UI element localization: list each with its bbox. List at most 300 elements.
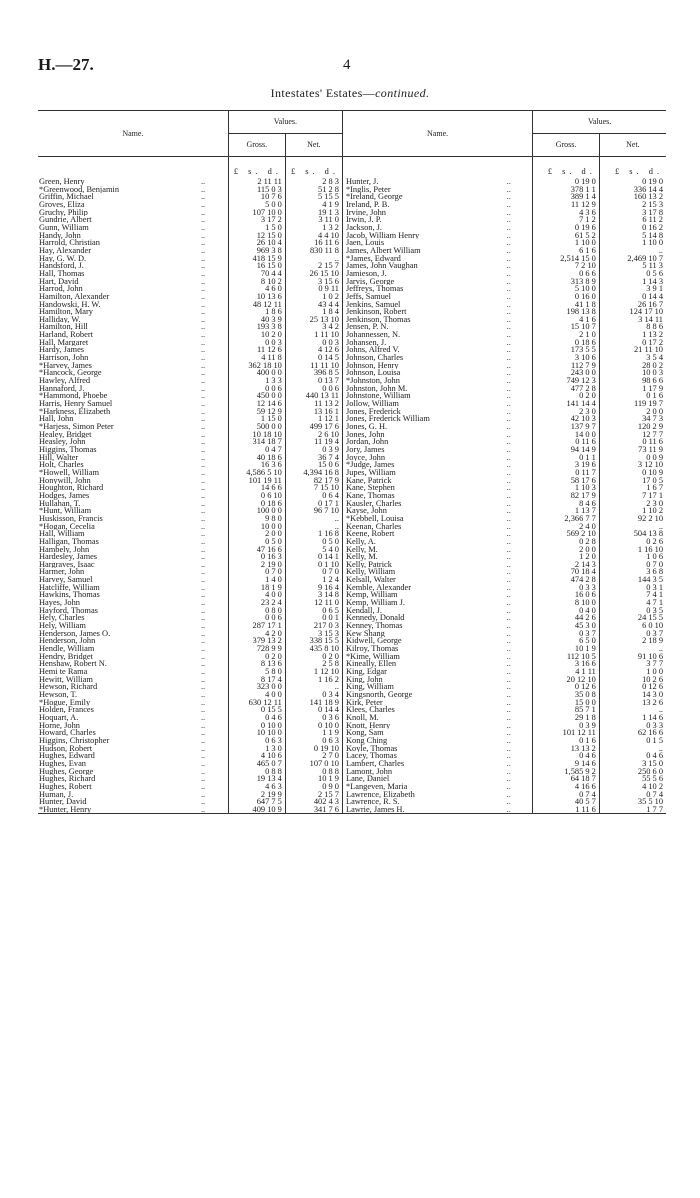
net-value-left: 3 15 6 xyxy=(285,278,342,286)
estate-name-left: *Howell, William xyxy=(39,468,99,477)
gross-value-right: 0 19 0 xyxy=(533,178,600,186)
gross-value-left: 40 3 9 xyxy=(228,316,285,324)
estate-name-left: Harvey, Samuel xyxy=(39,576,93,584)
leader-dots: .. xyxy=(200,706,206,714)
net-value-left: 0 3 9 xyxy=(285,446,342,454)
leader-dots: .. xyxy=(200,775,206,783)
estate-name-right: Lane, Daniel xyxy=(345,775,390,783)
estate-name-right: Jones, Frederick William xyxy=(345,415,430,423)
estate-name-right: Lawrence, Elizabeth xyxy=(345,790,415,799)
table-row xyxy=(38,492,666,500)
column-header-net-right: Net. xyxy=(599,134,666,157)
gross-value-right: 1 2 0 xyxy=(533,553,600,561)
net-value-left: 1 16 2 xyxy=(285,676,342,684)
leader-dots: .. xyxy=(506,767,511,776)
gross-value-left: 0 4 7 xyxy=(228,446,285,454)
gross-value-right: 0 4 0 xyxy=(533,607,600,615)
net-value-right: .. xyxy=(599,247,666,255)
gross-value-right: 0 1 1 xyxy=(533,454,600,462)
estate-name-right: Kingsnorth, George xyxy=(345,690,413,699)
leader-dots: .. xyxy=(485,806,533,814)
leader-dots: .. xyxy=(200,453,206,462)
gross-value-left: 100 0 0 xyxy=(228,507,285,515)
net-value-left: 3 15 3 xyxy=(285,630,342,638)
net-value-right: 7 17 1 xyxy=(599,492,666,500)
estate-name-right: Kelsall, Walter xyxy=(345,576,396,584)
estate-name-right: Ireland, P. B. xyxy=(345,200,390,209)
net-value-right: 10 0 3 xyxy=(599,369,666,377)
gross-value-left: 8 10 2 xyxy=(228,278,285,286)
gross-value-left: 450 0 0 xyxy=(228,392,285,400)
net-value-left: 0 14 5 xyxy=(285,354,342,362)
gross-value-right: 8 10 0 xyxy=(533,599,600,607)
leader-dots: .. xyxy=(506,453,511,462)
net-value-left: 3 14 8 xyxy=(285,591,342,599)
net-value-right: 28 0 2 xyxy=(599,362,666,370)
estate-name-left: Hatcliffe, William xyxy=(39,583,100,592)
leader-dots: .. xyxy=(200,660,206,668)
table-row xyxy=(38,668,666,676)
leader-dots: .. xyxy=(506,445,511,454)
gross-value-right: 1 10 3 xyxy=(533,484,600,492)
estate-name-right: Kew Shang xyxy=(345,629,385,638)
leader-dots: .. xyxy=(506,660,511,668)
gross-value-left: 10 13 6 xyxy=(228,293,285,301)
gross-value-left: 12 15 0 xyxy=(228,232,285,240)
table-row xyxy=(38,500,666,508)
estate-name-right: Jensen, P. N. xyxy=(345,323,389,332)
leader-dots: .. xyxy=(200,698,206,707)
net-value-right: 124 17 10 xyxy=(599,308,666,316)
gross-value-right: 4 16 6 xyxy=(533,783,600,791)
table-row xyxy=(38,362,666,370)
net-value-right: 91 10 6 xyxy=(599,653,666,661)
leader-dots: .. xyxy=(200,491,206,500)
leader-dots: .. xyxy=(200,499,206,508)
leader-dots: .. xyxy=(506,415,511,423)
net-value-left: 9 16 4 xyxy=(285,584,342,592)
net-value-left: 0 0 6 xyxy=(285,385,342,393)
leader-dots: .. xyxy=(506,354,511,362)
net-value-left: 2 15 7 xyxy=(285,791,342,799)
net-value-right: .. xyxy=(599,745,666,753)
gross-value-right: 0 1 6 xyxy=(533,737,600,745)
leader-dots: .. xyxy=(200,767,206,776)
leader-dots: .. xyxy=(506,507,511,515)
gross-value-left: 9 8 0 xyxy=(228,515,285,523)
leader-dots: .. xyxy=(200,285,206,293)
net-value-right: 120 2 9 xyxy=(599,423,666,431)
estate-name-right: Jenkinson, Thomas xyxy=(345,315,411,324)
gross-value-left: 10 18 10 xyxy=(228,431,285,439)
estate-name-left: Hughes, Richard xyxy=(39,775,96,783)
net-value-left: 11 13 2 xyxy=(285,400,342,408)
net-value-left: .. xyxy=(285,255,342,263)
gross-value-left: 8 13 6 xyxy=(228,660,285,668)
net-value-right: 5 14 8 xyxy=(599,232,666,240)
table-row xyxy=(38,477,666,485)
estate-name-left: Hullahan, T. xyxy=(39,499,81,508)
gross-value-right: 41 1 8 xyxy=(533,301,600,309)
net-value-right: 1 16 10 xyxy=(599,546,666,554)
gross-value-right: 0 16 0 xyxy=(533,293,600,301)
gross-value-left: 14 6 6 xyxy=(228,484,285,492)
leader-dots: .. xyxy=(506,254,511,263)
estate-name-right: Kendall, J. xyxy=(345,606,383,615)
gross-value-left: 1 4 0 xyxy=(228,576,285,584)
gross-value-left: 2 0 0 xyxy=(228,530,285,538)
estate-name-left: Hayford, Thomas xyxy=(39,606,98,615)
table-row xyxy=(38,714,666,722)
gross-value-right: 15 0 0 xyxy=(533,699,600,707)
leader-dots: .. xyxy=(200,736,206,745)
table-row xyxy=(38,369,666,377)
estate-name-left: Hambely, John xyxy=(39,545,90,554)
gross-value-right: 6 1 6 xyxy=(533,247,600,255)
gross-value-right: 1,585 9 2 xyxy=(533,768,600,776)
leader-dots: .. xyxy=(200,193,206,201)
net-value-right: 4 7 1 xyxy=(599,599,666,607)
table-row xyxy=(38,270,666,278)
gross-value-left: 4 6 0 xyxy=(228,285,285,293)
estate-name-left: Hendry, Bridget xyxy=(39,652,93,661)
table-row xyxy=(38,385,666,393)
leader-dots: .. xyxy=(200,652,206,661)
net-value-right: 1 0 6 xyxy=(599,553,666,561)
gross-value-left: 0 10 0 xyxy=(228,722,285,730)
table-row xyxy=(38,178,666,186)
estate-name-right: *Langeven, Maria xyxy=(345,782,408,791)
table-row xyxy=(38,607,666,615)
net-value-left: 1 2 4 xyxy=(285,576,342,584)
leader-dots: .. xyxy=(506,622,511,630)
table-row xyxy=(38,614,666,622)
leader-dots: .. xyxy=(506,491,511,500)
table-row xyxy=(38,523,666,531)
net-value-right: 14 3 0 xyxy=(599,691,666,699)
net-value-right: 0 7 4 xyxy=(599,791,666,799)
leader-dots: .. xyxy=(506,407,511,416)
gross-value-right: 58 17 6 xyxy=(533,477,600,485)
estate-name-right: Kelly, A. xyxy=(345,537,376,546)
gross-value-left: 1 15 0 xyxy=(228,415,285,423)
leader-dots: .. xyxy=(506,798,511,806)
leader-dots: .. xyxy=(200,675,206,684)
net-value-right: 0 5 6 xyxy=(599,270,666,278)
table-row xyxy=(38,538,666,546)
gross-value-right: 94 14 9 xyxy=(533,446,600,454)
leader-dots: .. xyxy=(506,285,511,293)
gross-value-right: 29 1 8 xyxy=(533,714,600,722)
table-row xyxy=(38,339,666,347)
leader-dots: .. xyxy=(200,178,206,186)
table-row xyxy=(38,216,666,224)
leader-dots: .. xyxy=(506,759,511,768)
gross-value-left: 10 0 0 xyxy=(228,523,285,531)
net-value-left: 1 3 2 xyxy=(285,224,342,232)
estate-name-left: Halliday, W. xyxy=(39,315,81,324)
estate-name-right: Johnson, Henry xyxy=(345,361,399,370)
net-value-right: 21 11 10 xyxy=(599,346,666,354)
gross-value-left: 0 4 6 xyxy=(228,714,285,722)
gross-value-left: 323 0 0 xyxy=(228,683,285,691)
estate-name-left: Henderson, John xyxy=(39,637,96,646)
net-value-left: 12 11 0 xyxy=(285,599,342,607)
table-row xyxy=(38,530,666,538)
leader-dots: .. xyxy=(506,239,511,247)
gross-value-left: 101 19 11 xyxy=(228,477,285,485)
estate-name-left: Griffin, Michael xyxy=(39,193,94,201)
estate-name-left: Hughes, Edward xyxy=(39,752,95,760)
leader-dots: .. xyxy=(200,216,206,224)
leader-dots: .. xyxy=(506,246,511,255)
estate-name-left: Hamilton, Hill xyxy=(39,323,88,332)
gross-value-left: 0 5 0 xyxy=(228,538,285,546)
leader-dots: .. xyxy=(506,346,511,355)
gross-value-right: 0 6 6 xyxy=(533,270,600,278)
estate-name-right: *Johnston, John xyxy=(345,377,400,385)
gross-value-left: 3 17 2 xyxy=(228,216,285,224)
estate-name-left: Hely, Charles xyxy=(39,614,85,623)
leader-dots: .. xyxy=(506,369,511,378)
estate-name-right: Irwin, J. P. xyxy=(345,216,382,224)
estate-name-left: Hughes, Evan xyxy=(39,759,86,768)
net-value-left: 0 17 1 xyxy=(285,500,342,508)
gross-value-right: 0 11 7 xyxy=(533,469,600,477)
net-value-left: 0 7 0 xyxy=(285,568,342,576)
gross-value-left: 0 15 5 xyxy=(228,706,285,714)
table-row xyxy=(38,247,666,255)
leader-dots: .. xyxy=(506,560,511,569)
gross-value-left: 18 1 9 xyxy=(228,584,285,592)
estate-name-right: Jeffs, Samuel xyxy=(345,292,391,301)
net-value-right: .. xyxy=(599,706,666,714)
net-value-left: 96 7 10 xyxy=(285,507,342,515)
gross-value-right: 9 14 6 xyxy=(533,760,600,768)
net-value-left: 0 2 0 xyxy=(285,653,342,661)
gross-value-right: 3 16 6 xyxy=(533,660,600,668)
gross-value-left: 0 6 3 xyxy=(228,737,285,745)
net-value-right: 3 7 7 xyxy=(599,660,666,668)
net-value-right: .. xyxy=(599,523,666,531)
estate-name-right: Kane, Stephen xyxy=(345,484,395,492)
gross-value-left: 400 0 0 xyxy=(228,369,285,377)
estate-name-right: Kayse, John xyxy=(345,507,387,515)
estate-name-right: *James, Edward xyxy=(345,254,401,263)
net-value-right: 1 7 7 xyxy=(599,806,666,814)
gross-value-left: 0 0 6 xyxy=(228,614,285,622)
estate-name-left: *Hogan, Cecelia xyxy=(39,522,95,531)
net-value-right: 1 14 6 xyxy=(599,714,666,722)
estate-name-left: *Hancock, George xyxy=(39,369,102,378)
estate-name-right: Kong Ching xyxy=(345,736,388,745)
gross-value-left: 8 17 4 xyxy=(228,676,285,684)
gross-value-left: 23 2 4 xyxy=(228,599,285,607)
estate-name-left: Henderson, James O. xyxy=(39,629,111,638)
leader-dots: .. xyxy=(506,514,511,523)
leader-dots: .. xyxy=(506,484,511,492)
leader-dots: .. xyxy=(506,775,511,783)
gross-value-right: 82 17 9 xyxy=(533,492,600,500)
net-value-right: 336 14 4 xyxy=(599,186,666,194)
leader-dots: .. xyxy=(200,790,206,799)
estates-table-body xyxy=(38,157,666,814)
estate-name-left: Halligan, Thomas xyxy=(39,537,99,546)
gross-value-right: 64 18 7 xyxy=(533,775,600,783)
net-value-right: 144 3 5 xyxy=(599,576,666,584)
gross-value-right: 8 4 6 xyxy=(533,500,600,508)
net-value-left: 26 15 10 xyxy=(285,270,342,278)
leader-dots: .. xyxy=(506,231,511,240)
estate-name-left: Horne, John xyxy=(39,721,80,730)
estate-name-right: Johansen, J. xyxy=(345,338,387,347)
leader-dots: .. xyxy=(506,377,511,385)
leader-dots: .. xyxy=(200,637,206,646)
leader-dots: .. xyxy=(506,690,511,699)
net-value-right: 0 1 5 xyxy=(599,737,666,745)
gross-value-right: 15 10 7 xyxy=(533,323,600,331)
estate-name-left: Hardesley, James xyxy=(39,553,98,561)
estate-name-left: Hughes, George xyxy=(39,767,94,776)
estate-name-right: Hunter, J. xyxy=(345,178,379,186)
units-net-right: £ s. d. xyxy=(599,165,666,178)
estate-name-right: Jaen, Louis xyxy=(345,239,385,247)
estate-name-left: Hart, David xyxy=(39,277,79,286)
table-row xyxy=(38,798,666,806)
gross-value-left: 0 0 3 xyxy=(228,339,285,347)
gross-value-right: 4 1 6 xyxy=(533,316,600,324)
gross-value-left: 0 18 6 xyxy=(228,500,285,508)
leader-dots: .. xyxy=(506,652,511,661)
net-value-left: 4 4 10 xyxy=(285,232,342,240)
gross-value-left: 193 3 8 xyxy=(228,323,285,331)
table-row xyxy=(38,308,666,316)
estate-name-left: Harmer, John xyxy=(39,568,85,577)
gross-value-left: 11 12 6 xyxy=(228,346,285,354)
estate-name-right: *Inglis, Peter xyxy=(345,185,391,194)
net-value-left: 51 2 8 xyxy=(285,186,342,194)
table-row xyxy=(38,186,666,194)
leader-dots: .. xyxy=(506,185,511,194)
table-row xyxy=(38,676,666,684)
leader-dots: .. xyxy=(200,545,206,554)
estate-name-left: Gunn, William xyxy=(39,223,89,232)
table-row xyxy=(38,278,666,286)
estate-name-right: Kenney, Thomas xyxy=(345,622,403,630)
leader-dots: .. xyxy=(200,308,206,316)
gross-value-right: 2,366 7 7 xyxy=(533,515,600,523)
leader-dots: .. xyxy=(506,606,511,615)
leader-dots: .. xyxy=(200,392,206,401)
table-row xyxy=(38,331,666,339)
leader-dots: .. xyxy=(506,698,511,707)
gross-value-right: 2 14 3 xyxy=(533,561,600,569)
net-value-right: 1 13 2 xyxy=(599,331,666,339)
report-reference: H.—27. xyxy=(38,55,94,74)
estate-name-right: Lambert, Charles xyxy=(345,759,405,768)
leader-dots: .. xyxy=(200,798,206,806)
net-value-right: 17 0 5 xyxy=(599,477,666,485)
leader-dots: .. xyxy=(200,407,206,416)
gross-value-left: 4 10 6 xyxy=(228,752,285,760)
gross-value-left: 0 6 10 xyxy=(228,492,285,500)
gross-value-left: 4 0 0 xyxy=(228,691,285,699)
estate-name-left: Hill, Walter xyxy=(39,453,79,462)
table-row xyxy=(38,438,666,446)
estate-name-left: Hannaford, J. xyxy=(39,384,85,393)
table-row xyxy=(38,415,666,423)
net-value-left: 0 14 1 xyxy=(285,553,342,561)
leader-dots: .. xyxy=(200,346,206,355)
gross-value-right: 0 7 4 xyxy=(533,791,600,799)
net-value-left: 0 14 4 xyxy=(285,706,342,714)
table-row xyxy=(38,293,666,301)
net-value-left: 0 8 8 xyxy=(285,768,342,776)
estate-name-left: Hemi te Rama xyxy=(39,668,88,676)
table-row xyxy=(38,622,666,630)
leader-dots: .. xyxy=(506,583,511,592)
estate-name-left: Gundrie, Albert xyxy=(39,216,92,224)
estate-name-right: King, Edgar xyxy=(345,668,387,676)
leader-dots: .. xyxy=(200,200,206,209)
net-value-left: 0 5 0 xyxy=(285,538,342,546)
gross-value-left: 0 7 0 xyxy=(228,568,285,576)
gross-value-left: 379 13 2 xyxy=(228,637,285,645)
leader-dots: .. xyxy=(506,300,511,309)
estate-name-right: Jarvis, George xyxy=(345,277,395,286)
leader-dots: .. xyxy=(200,400,206,408)
gross-value-left: 107 10 0 xyxy=(228,209,285,217)
estate-name-right: *Ireland, George xyxy=(345,193,403,201)
net-value-right: 0 11 6 xyxy=(599,438,666,446)
leader-dots: .. xyxy=(200,568,206,577)
net-value-left: 2 15 7 xyxy=(285,262,342,270)
net-value-left: 0 9 11 xyxy=(285,285,342,293)
gross-value-right: 40 5 7 xyxy=(533,798,600,806)
estate-name-left: Hawley, Alfred xyxy=(39,377,91,385)
estate-name-left: Hall, William xyxy=(39,530,85,538)
net-value-right: 2 3 0 xyxy=(599,500,666,508)
table-row xyxy=(38,262,666,270)
gross-value-left: 2 19 0 xyxy=(228,561,285,569)
estate-name-right: Kelly, M. xyxy=(345,545,378,554)
gross-value-left: 19 13 4 xyxy=(228,775,285,783)
estate-name-right: Lamont, John xyxy=(345,767,393,776)
leader-dots: .. xyxy=(200,622,206,630)
gross-value-left: 0 8 8 xyxy=(228,768,285,776)
table-row xyxy=(38,232,666,240)
leader-dots: .. xyxy=(200,599,206,607)
estate-name-left: *Greenwood, Benjamin xyxy=(39,185,120,194)
net-value-left: .. xyxy=(285,515,342,523)
leader-dots: .. xyxy=(200,752,206,760)
estate-name-left: Hay, Alexander xyxy=(39,246,92,255)
gross-value-left: 1 8 6 xyxy=(228,308,285,316)
gross-value-right: 313 8 9 xyxy=(533,278,600,286)
leader-dots: .. xyxy=(200,292,206,301)
leader-dots: .. xyxy=(200,576,206,584)
gross-value-left: 969 3 8 xyxy=(228,247,285,255)
estate-name-left: Hay, G. W. D. xyxy=(39,254,87,263)
gross-value-left: 500 0 0 xyxy=(228,423,285,431)
leader-dots: .. xyxy=(200,729,206,737)
net-value-left: 2 5 8 xyxy=(285,660,342,668)
gross-value-right: 7 2 10 xyxy=(533,262,600,270)
gross-value-left: 10 10 0 xyxy=(228,729,285,737)
leader-dots: .. xyxy=(200,223,206,232)
gross-value-left: 10 7 6 xyxy=(228,193,285,201)
estate-name-right: Kane, Patrick xyxy=(345,476,392,485)
